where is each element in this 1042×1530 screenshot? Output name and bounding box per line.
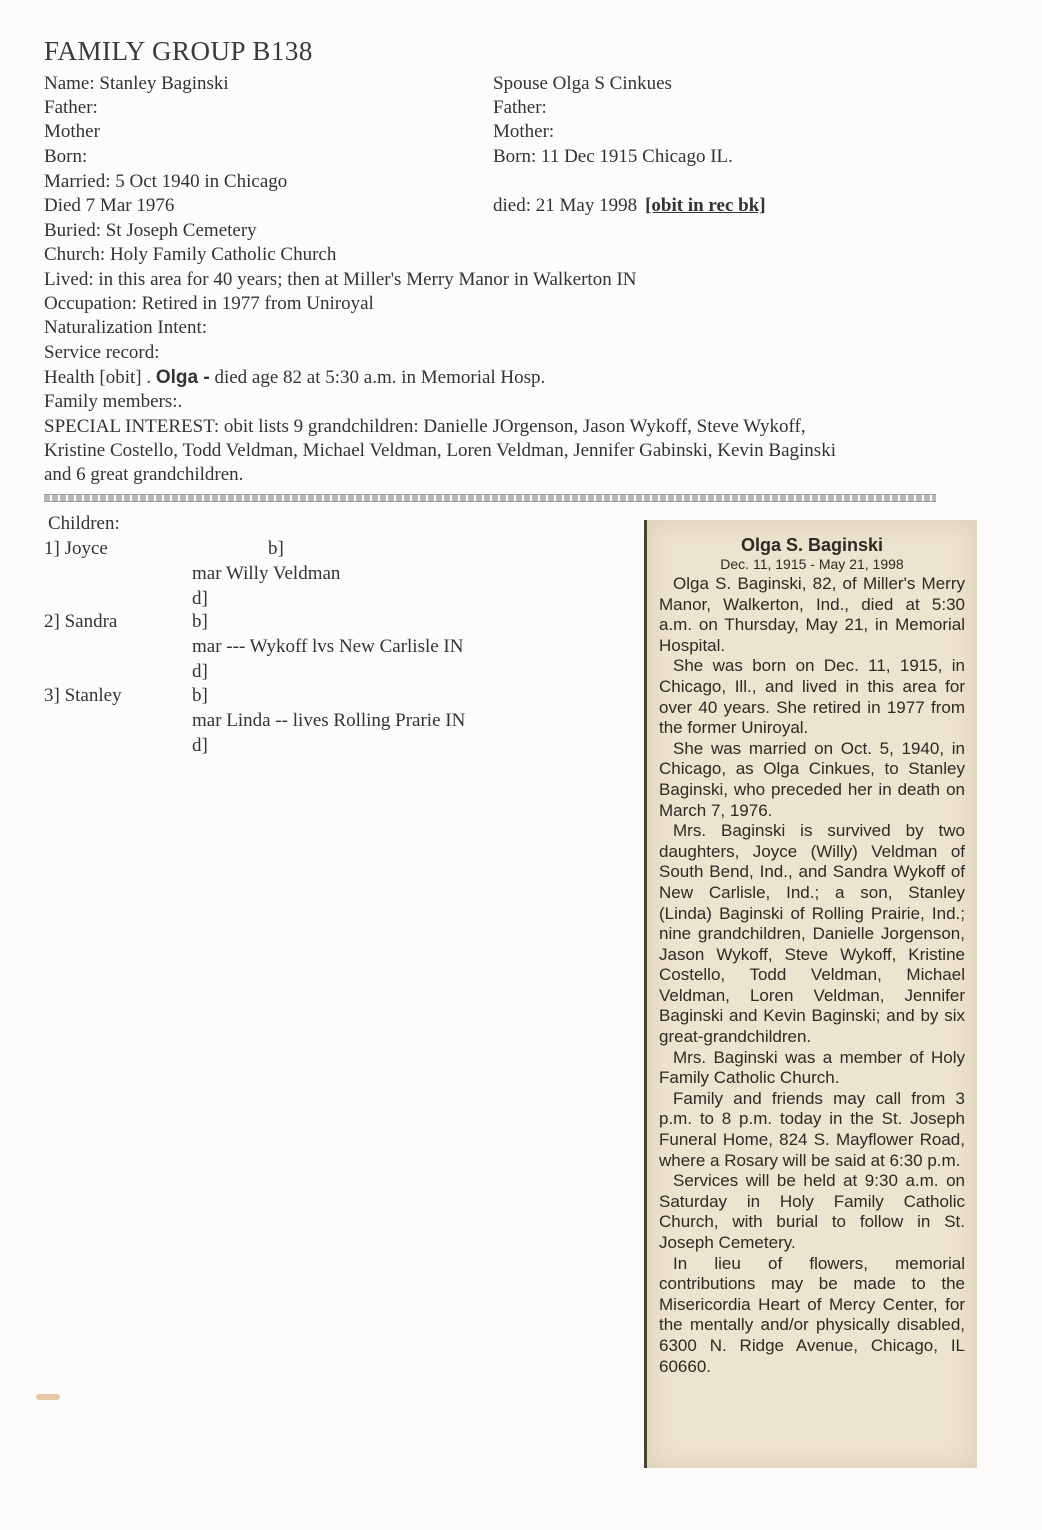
family-members: Family members:.	[44, 391, 183, 412]
obituary-paragraph: Services will be held at 9:30 a.m. on Saturday in Holy Family Catholic Church, with burial to follow in St. Joseph Cemetery.	[659, 1171, 965, 1252]
spouse-died: died: 21 May 1998	[493, 195, 638, 216]
child-2-born: b]	[192, 611, 208, 632]
naturalization-intent: Naturalization Intent:	[44, 317, 208, 338]
child-1-died: d]	[192, 588, 208, 609]
child-2-died: d]	[192, 661, 208, 682]
obituary-dates: Dec. 11, 1915 - May 21, 1998	[720, 556, 904, 572]
child-1-born: b]	[268, 538, 284, 559]
child-3-married: mar Linda -- lives Rolling Prarie IN	[192, 710, 466, 731]
child-2-name: 2] Sandra	[44, 611, 118, 632]
husband-father: Father:	[44, 97, 98, 118]
health-name: Olga -	[155, 367, 210, 388]
spouse-died-row	[493, 194, 766, 218]
church: Church: Holy Family Catholic Church	[44, 244, 337, 265]
married-date: Married: 5 Oct 1940 in Chicago	[44, 171, 288, 192]
obituary-paragraph: She was born on Dec. 11, 1915, in Chicago, Ill., and lived in this area for over 40 years. She retired in 1977 from the former Uniroyal.	[659, 656, 965, 738]
spouse-mother: Mother:	[493, 121, 555, 142]
obituary-paragraph: Family and friends may call from 3 p.m. to 8 p.m. today in the St. Joseph Funeral Home, 824 S. Mayflower Road, where a Rosary will be said at 6:30 p.m.	[659, 1088, 965, 1170]
husband-born: Born:	[44, 146, 88, 167]
obituary-text	[659, 534, 965, 1377]
health	[44, 366, 545, 390]
obituary-paragraph: She was married on Oct. 5, 1940, in Chicago, as Olga Cinkues, to Stanley Baginski, who preceded her in death on March 7, 1976.	[659, 738, 965, 820]
child-3-born: b]	[192, 685, 208, 706]
divider	[44, 494, 936, 502]
service-record: Service record:	[44, 342, 160, 363]
spouse-born: Born: 11 Dec 1915 Chicago IL.	[493, 146, 733, 167]
child-1-married: mar Willy Veldman	[192, 563, 341, 584]
health-prefix: Health [obit] .	[44, 367, 152, 388]
child-3-died: d]	[192, 735, 208, 756]
children-header: Children:	[48, 513, 120, 534]
health-detail: died age 82 at 5:30 a.m. in Memorial Hosp.	[214, 367, 546, 388]
husband-mother: Mother	[44, 121, 100, 142]
special-interest-line-3: and 6 great grandchildren.	[44, 464, 244, 485]
child-3-name: 3] Stanley	[44, 685, 122, 706]
lived: Lived: in this area for 40 years; then at Miller's Merry Manor in Walkerton IN	[44, 269, 637, 290]
obituary-paragraph: Mrs. Baginski is survived by two daughters, Joyce (Willy) Veldman of South Bend, Ind., and Sandra Wykoff of New Carlisle, Ind.; a son, Stanley (Linda) Baginski of Rolling Prairie, Ind.; nine grandchildren, Danielle Jorgenson, Jason Wykoff, Steve Wykoff, Kristine Costello, Todd Veldman, Michael Veldman, Loren Veldman, Jennifer Baginski and Kevin Baginski; and by six great-grandchildren.	[659, 821, 965, 1047]
special-interest-line-2: Kristine Costello, Todd Veldman, Michael Veldman, Loren Veldman, Jennifer Gabinski, Kevin Baginski	[44, 440, 836, 461]
obituary-paragraph: Mrs. Baginski was a member of Holy Family Catholic Church.	[659, 1047, 965, 1088]
spouse-father: Father:	[493, 97, 547, 118]
paper-mark	[36, 1394, 60, 1400]
obituary-paragraph: In lieu of flowers, memorial contributions may be made to the Misericordia Heart of Mercy Center, for the mentally and/or physically disabled, 6300 N. Ridge Avenue, Chicago, IL 60660.	[659, 1253, 965, 1376]
obituary-name: Olga S. Baginski	[740, 535, 884, 555]
obituary-clipping	[644, 520, 977, 1468]
special-interest-line-1: SPECIAL INTEREST: obit lists 9 grandchildren: Danielle JOrgenson, Jason Wykoff, Steve Wykoff,	[44, 416, 806, 437]
occupation: Occupation: Retired in 1977 from Uniroyal	[44, 293, 374, 314]
husband-name: Name: Stanley Baginski	[44, 73, 229, 94]
page-title: FAMILY GROUP B138	[44, 36, 313, 66]
buried: Buried: St Joseph Cemetery	[44, 220, 257, 241]
child-2-married: mar --- Wykoff lvs New Carlisle IN	[192, 636, 464, 657]
obituary-paragraph: Olga S. Baginski, 82, of Miller's Merry Manor, Walkerton, Ind., died at 5:30 a.m. on Thursday, May 21, in Memorial Hospital.	[659, 574, 965, 655]
obit-reference: [obit in rec bk]	[645, 195, 766, 216]
child-1-name: 1] Joyce	[44, 538, 108, 559]
husband-died: Died 7 Mar 1976	[44, 195, 175, 216]
spouse-name: Spouse Olga S Cinkues	[493, 73, 672, 94]
